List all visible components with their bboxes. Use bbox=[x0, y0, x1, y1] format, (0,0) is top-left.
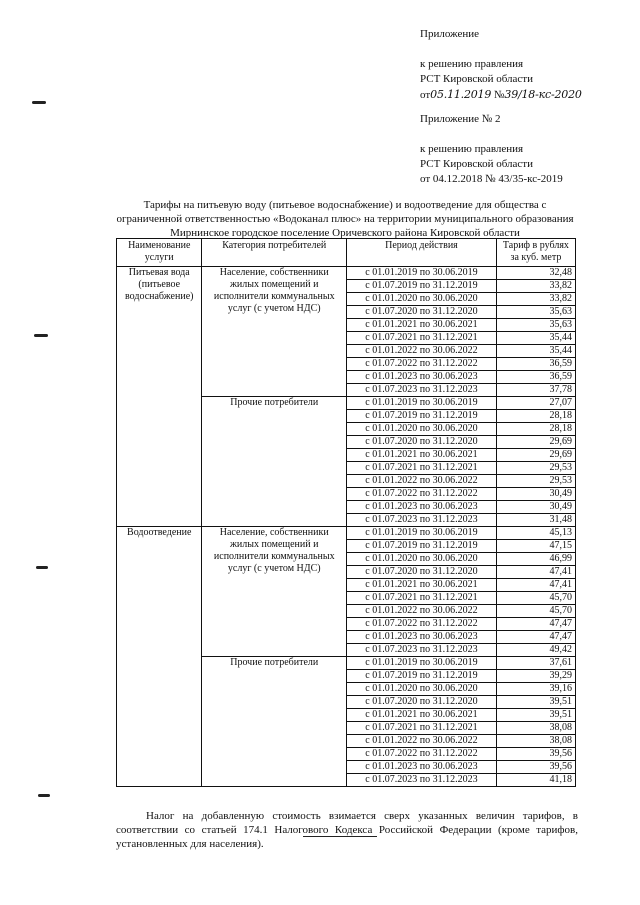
tariff-value-cell: 47,47 bbox=[496, 618, 575, 631]
period-cell: с 01.07.2019 по 31.12.2019 bbox=[347, 670, 497, 683]
tariff-value-cell: 29,69 bbox=[496, 449, 575, 462]
tariff-value-cell: 35,44 bbox=[496, 345, 575, 358]
column-header-service: Наименование услуги bbox=[117, 239, 202, 267]
tariff-value-cell: 47,47 bbox=[496, 631, 575, 644]
period-cell: с 01.01.2022 по 30.06.2022 bbox=[347, 735, 497, 748]
decision-reference bbox=[420, 57, 582, 103]
table-row bbox=[117, 267, 576, 280]
appendix2-authority: РСТ Кировской области bbox=[420, 158, 533, 170]
period-cell: с 01.07.2019 по 31.12.2019 bbox=[347, 280, 497, 293]
period-cell: с 01.01.2020 по 30.06.2020 bbox=[347, 683, 497, 696]
scan-mark bbox=[36, 566, 48, 569]
period-cell: с 01.01.2023 по 30.06.2023 bbox=[347, 501, 497, 514]
period-cell: с 01.07.2021 по 31.12.2021 bbox=[347, 722, 497, 735]
consumer-category-cell: Население, собственники жилых помещений и исполнители коммунальных услуг (с учетом НДС) bbox=[202, 267, 347, 397]
appendix2-header bbox=[420, 112, 501, 127]
tariff-value-cell: 39,51 bbox=[496, 696, 575, 709]
scan-mark bbox=[38, 794, 50, 797]
tariff-value-cell: 30,49 bbox=[496, 488, 575, 501]
period-cell: с 01.07.2022 по 31.12.2022 bbox=[347, 618, 497, 631]
period-cell: с 01.01.2022 по 30.06.2022 bbox=[347, 605, 497, 618]
period-cell: с 01.07.2020 по 31.12.2020 bbox=[347, 306, 497, 319]
tariff-value-cell: 33,82 bbox=[496, 280, 575, 293]
consumer-category-cell: Прочие потребители bbox=[202, 657, 347, 787]
tariff-value-cell: 45,13 bbox=[496, 527, 575, 540]
tariff-value-cell: 29,53 bbox=[496, 462, 575, 475]
tariff-value-cell: 46,99 bbox=[496, 553, 575, 566]
period-cell: с 01.07.2020 по 31.12.2020 bbox=[347, 696, 497, 709]
period-cell: с 01.07.2023 по 31.12.2023 bbox=[347, 514, 497, 527]
appendix2-title: Приложение № 2 bbox=[420, 113, 501, 125]
tariff-value-cell: 28,18 bbox=[496, 423, 575, 436]
appendix-title: Приложение bbox=[420, 28, 480, 40]
appendix2-reference bbox=[420, 142, 563, 187]
period-cell: с 01.01.2023 по 30.06.2023 bbox=[347, 761, 497, 774]
decision-date-line bbox=[420, 87, 582, 103]
tariff-value-cell: 38,08 bbox=[496, 722, 575, 735]
tariff-value-cell: 28,18 bbox=[496, 410, 575, 423]
column-header-category: Категория потребителей bbox=[202, 239, 347, 267]
period-cell: с 01.07.2020 по 31.12.2020 bbox=[347, 566, 497, 579]
period-cell: с 01.07.2021 по 31.12.2021 bbox=[347, 592, 497, 605]
tariff-value-cell: 39,56 bbox=[496, 748, 575, 761]
vat-footnote: Налог на добавленную стоимость взимается сверх указанных величин тарифов, в соответствии со статьей 174.1 Налогового Кодекса Российской Федерации (кроме тарифов, установленных для населения). bbox=[116, 810, 578, 850]
period-cell: с 01.07.2023 по 31.12.2023 bbox=[347, 644, 497, 657]
service-name-cell: Водоотведение bbox=[117, 527, 202, 787]
date-prefix: от bbox=[420, 89, 431, 101]
period-cell: с 01.01.2020 по 30.06.2020 bbox=[347, 293, 497, 306]
to-decision-label: к решению правления bbox=[420, 58, 524, 70]
column-header-period: Период действия bbox=[347, 239, 497, 267]
period-cell: с 01.01.2019 по 30.06.2019 bbox=[347, 397, 497, 410]
period-cell: с 01.07.2019 по 31.12.2019 bbox=[347, 540, 497, 553]
tariff-value-cell: 29,69 bbox=[496, 436, 575, 449]
period-cell: с 01.01.2019 по 30.06.2019 bbox=[347, 527, 497, 540]
service-name-cell: Питьевая вода (питьевое водоснабжение) bbox=[117, 267, 202, 527]
period-cell: с 01.07.2021 по 31.12.2021 bbox=[347, 332, 497, 345]
period-cell: с 01.01.2022 по 30.06.2022 bbox=[347, 345, 497, 358]
period-cell: с 01.07.2022 по 31.12.2022 bbox=[347, 358, 497, 371]
tariff-value-cell: 32,48 bbox=[496, 267, 575, 280]
tariff-value-cell: 27,07 bbox=[496, 397, 575, 410]
period-cell: с 01.07.2021 по 31.12.2021 bbox=[347, 462, 497, 475]
period-cell: с 01.01.2020 по 30.06.2020 bbox=[347, 423, 497, 436]
period-cell: с 01.01.2019 по 30.06.2019 bbox=[347, 267, 497, 280]
authority-label: РСТ Кировской области bbox=[420, 73, 533, 85]
signature-line bbox=[303, 836, 377, 837]
tariff-value-cell: 35,63 bbox=[496, 306, 575, 319]
tariff-value-cell: 45,70 bbox=[496, 605, 575, 618]
tariff-value-cell: 45,70 bbox=[496, 592, 575, 605]
period-cell: с 01.07.2023 по 31.12.2023 bbox=[347, 384, 497, 397]
table-row bbox=[117, 527, 576, 540]
period-cell: с 01.01.2019 по 30.06.2019 bbox=[347, 657, 497, 670]
appendix2-date-line: от 04.12.2018 № 43/35-кс-2019 bbox=[420, 173, 563, 185]
tariff-value-cell: 37,61 bbox=[496, 657, 575, 670]
handwritten-date: 05.11.2019 bbox=[430, 88, 492, 101]
period-cell: с 01.01.2023 по 30.06.2023 bbox=[347, 631, 497, 644]
number-prefix: № bbox=[493, 89, 505, 101]
tariff-value-cell: 47,41 bbox=[496, 566, 575, 579]
tariff-value-cell: 29,53 bbox=[496, 475, 575, 488]
tariff-value-cell: 37,78 bbox=[496, 384, 575, 397]
period-cell: с 01.01.2022 по 30.06.2022 bbox=[347, 475, 497, 488]
scan-mark bbox=[34, 334, 48, 337]
appendix2-to-decision: к решению правления bbox=[420, 143, 524, 155]
tariff-value-cell: 35,44 bbox=[496, 332, 575, 345]
period-cell: с 01.07.2022 по 31.12.2022 bbox=[347, 748, 497, 761]
tariff-value-cell: 39,51 bbox=[496, 709, 575, 722]
scan-mark bbox=[32, 101, 46, 104]
period-cell: с 01.07.2019 по 31.12.2019 bbox=[347, 410, 497, 423]
tariff-value-cell: 41,18 bbox=[496, 774, 575, 787]
tariff-value-cell: 47,41 bbox=[496, 579, 575, 592]
tariff-value-cell: 30,49 bbox=[496, 501, 575, 514]
period-cell: с 01.01.2023 по 30.06.2023 bbox=[347, 371, 497, 384]
tariff-value-cell: 39,29 bbox=[496, 670, 575, 683]
tariff-value-cell: 47,15 bbox=[496, 540, 575, 553]
tariff-value-cell: 49,42 bbox=[496, 644, 575, 657]
period-cell: с 01.01.2021 по 30.06.2021 bbox=[347, 319, 497, 332]
period-cell: с 01.01.2020 по 30.06.2020 bbox=[347, 553, 497, 566]
tariff-value-cell: 38,08 bbox=[496, 735, 575, 748]
period-cell: с 01.01.2021 по 30.06.2021 bbox=[347, 579, 497, 592]
column-header-tariff: Тариф в рублях за куб. метр bbox=[496, 239, 575, 267]
tariff-value-cell: 36,59 bbox=[496, 371, 575, 384]
tariff-value-cell: 33,82 bbox=[496, 293, 575, 306]
handwritten-number: 39/18-кс-2020 bbox=[504, 88, 582, 101]
consumer-category-cell: Население, собственники жилых помещений и исполнители коммунальных услуг (с учетом НДС) bbox=[202, 527, 347, 657]
period-cell: с 01.01.2021 по 30.06.2021 bbox=[347, 449, 497, 462]
tariff-value-cell: 39,56 bbox=[496, 761, 575, 774]
tariff-table bbox=[116, 238, 576, 787]
tariff-table-body bbox=[117, 267, 576, 787]
period-cell: с 01.07.2023 по 31.12.2023 bbox=[347, 774, 497, 787]
appendix-header bbox=[420, 27, 479, 42]
period-cell: с 01.07.2020 по 31.12.2020 bbox=[347, 436, 497, 449]
period-cell: с 01.07.2022 по 31.12.2022 bbox=[347, 488, 497, 501]
period-cell: с 01.01.2021 по 30.06.2021 bbox=[347, 709, 497, 722]
tariff-value-cell: 31,48 bbox=[496, 514, 575, 527]
consumer-category-cell: Прочие потребители bbox=[202, 397, 347, 527]
tariff-value-cell: 35,63 bbox=[496, 319, 575, 332]
document-title: Тарифы на питьевую воду (питьевое водоснабжение) и водоотведение для общества с ограниченной ответственностью «Водоканал плюс» на территории муниципального образования Мирнинское городское поселение Оричевского района Кировской области bbox=[116, 199, 574, 239]
table-header-row bbox=[117, 239, 576, 267]
tariff-value-cell: 36,59 bbox=[496, 358, 575, 371]
tariff-value-cell: 39,16 bbox=[496, 683, 575, 696]
